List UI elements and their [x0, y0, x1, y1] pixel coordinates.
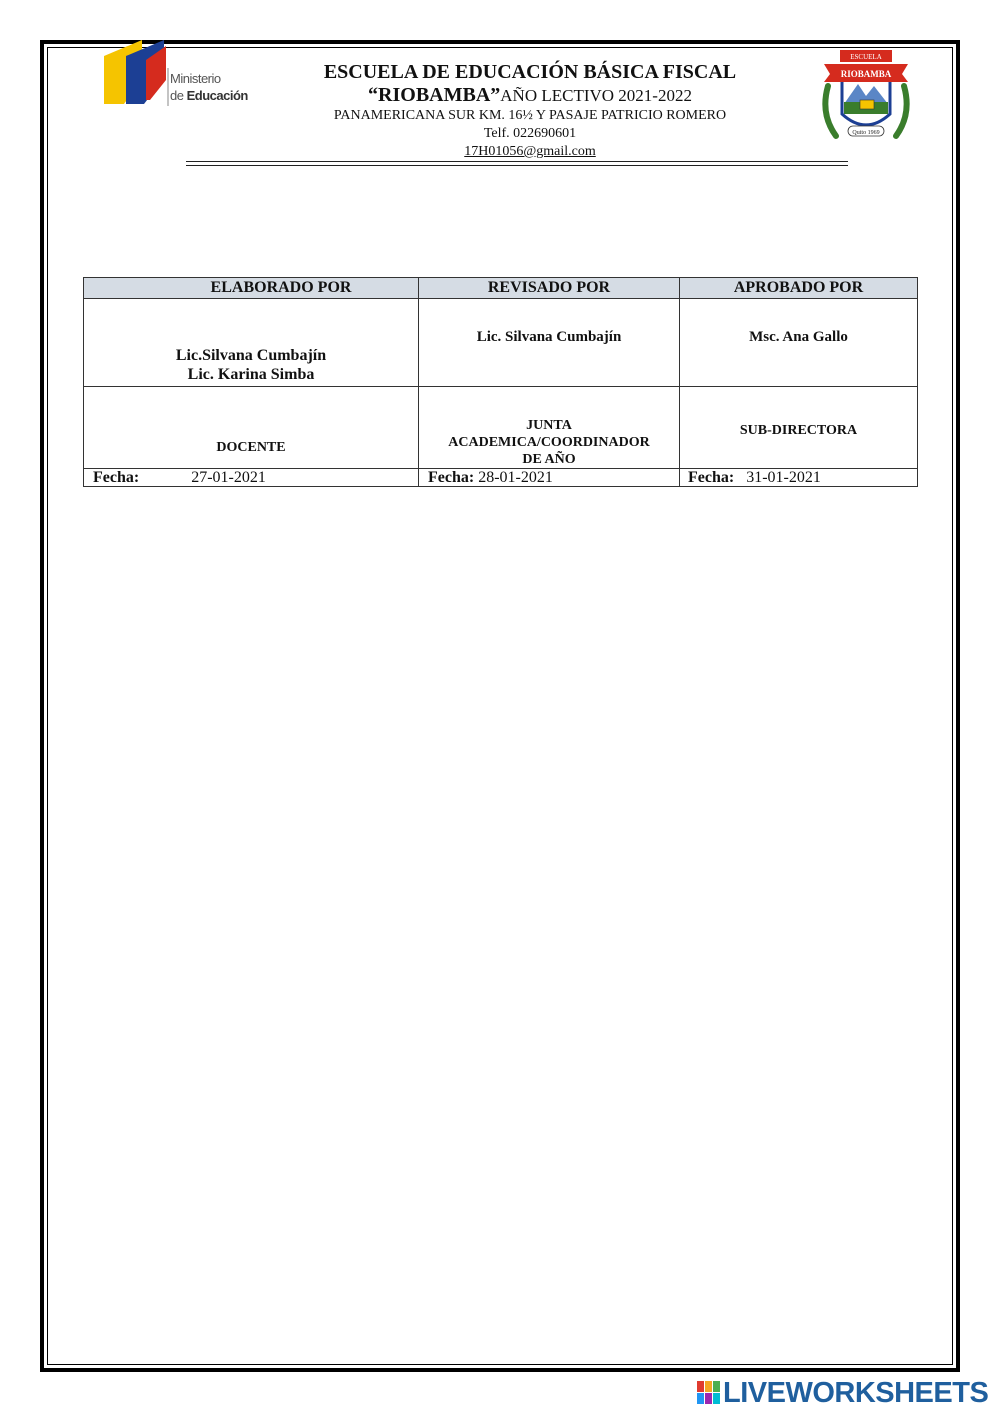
name-elaborado-2: Lic. Karina Simba — [187, 366, 315, 383]
crest-name-text: RIOBAMBA — [840, 69, 892, 79]
crest-banner-text: ESCUELA — [850, 53, 882, 61]
header-elaborado: ELABORADO POR — [84, 278, 419, 299]
school-year: AÑO LECTIVO 2021-2022 — [500, 86, 692, 105]
cell-date-revisado — [419, 469, 680, 487]
liveworksheets-watermark — [697, 1377, 988, 1409]
cell-revisado-name: Lic. Silvana Cumbajín — [419, 299, 680, 387]
roles-row — [84, 387, 918, 469]
cell-revisado-role — [419, 387, 680, 469]
date-label: Fecha: — [428, 469, 475, 486]
date-label: Fecha: — [688, 469, 735, 486]
school-crest — [814, 44, 918, 144]
school-name: ESCUELA DE EDUCACIÓN BÁSICA FISCAL — [323, 61, 737, 83]
date-value: 31-01-2021 — [746, 469, 821, 486]
name-elaborado-1: Lic.Silvana Cumbajín — [175, 347, 327, 364]
ministerio-wordmark — [170, 70, 248, 104]
header-aprobado: APROBADO POR — [680, 278, 918, 299]
school-header — [260, 60, 800, 161]
cell-aprobado-name: Msc. Ana Gallo — [680, 299, 918, 387]
date-value: 27-01-2021 — [191, 469, 266, 486]
table-header-row — [84, 278, 918, 299]
role-revisado-line2: ACADEMICA/COORDINADOR — [448, 435, 650, 450]
liveworksheets-text: LIVEWORKSHEETS — [723, 1376, 989, 1409]
cell-aprobado-role: SUB-DIRECTORA — [680, 387, 918, 469]
header-revisado: REVISADO POR — [419, 278, 680, 299]
header-divider — [186, 165, 848, 166]
header-divider — [186, 161, 848, 162]
ministerio-line2-prefix: de — [170, 88, 184, 103]
school-subtitle — [260, 84, 800, 107]
cell-date-elaborado — [84, 469, 419, 487]
cell-elaborado-names — [84, 299, 419, 387]
role-revisado-line1: JUNTA — [526, 418, 572, 433]
crest-motto-text: Quito 1969 — [852, 130, 880, 136]
role-revisado-line3: DE AÑO — [522, 452, 576, 467]
page-border — [40, 40, 960, 1372]
ministerio-line1: Ministerio — [170, 71, 221, 86]
ministerio-line2-bold: Educación — [186, 88, 248, 103]
names-row — [84, 299, 918, 387]
school-email: 17H01056@gmail.com — [464, 144, 596, 159]
school-phone: Telf. 022690601 — [483, 126, 577, 141]
signature-table — [83, 277, 918, 487]
date-label: Fecha: — [93, 469, 140, 486]
cell-date-aprobado — [680, 469, 918, 487]
liveworksheets-icon — [697, 1381, 721, 1405]
school-address: PANAMERICANA SUR KM. 16½ Y PASAJE PATRICIO ROMERO — [333, 108, 727, 123]
school-nickname: “RIOBAMBA” — [368, 84, 501, 106]
dates-row — [84, 469, 918, 487]
date-value: 28-01-2021 — [478, 469, 553, 486]
cell-elaborado-role: DOCENTE — [84, 387, 419, 469]
